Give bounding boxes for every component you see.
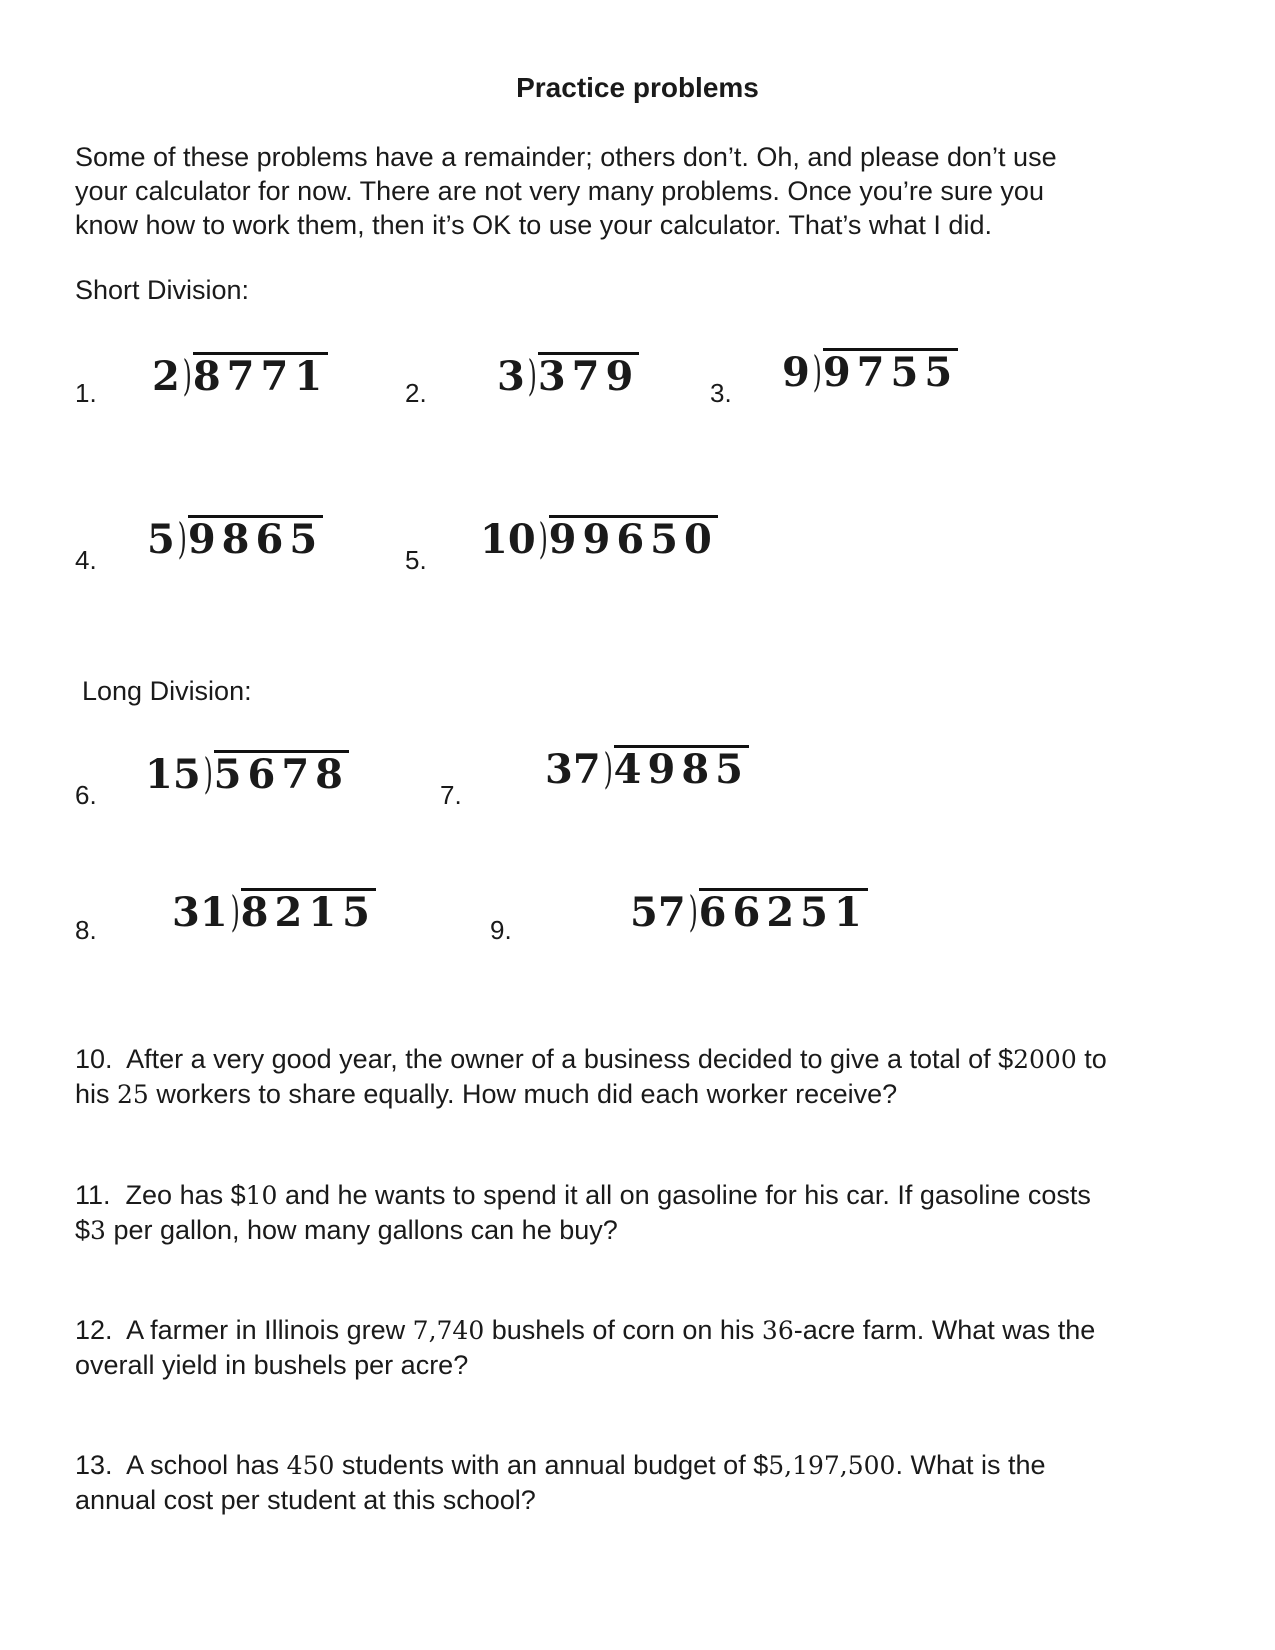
word-problem-line: annual cost per student at this school?: [75, 1485, 536, 1515]
word-problem-text: and he wants to spend it all on gasoline for his car. If gasoline costs: [277, 1180, 1091, 1210]
word-problem-text: his: [75, 1079, 118, 1109]
problem-number: 7.: [440, 780, 462, 810]
division-bracket: ): [182, 351, 192, 400]
word-problem-text: . What is the: [895, 1450, 1046, 1480]
division-problem: [145, 749, 349, 798]
divisor: 5: [147, 516, 175, 563]
word-problem-text: After a very good year, the owner of a business decided to give a total of $: [126, 1044, 1014, 1074]
division-problem: [782, 347, 959, 396]
word-problem-text: workers to share equally. How much did each worker receive?: [148, 1079, 898, 1109]
word-problem-number: 10.: [75, 1044, 113, 1074]
divisor: 37: [545, 746, 601, 793]
dividend: 99650: [548, 516, 718, 563]
dividend: 8771: [192, 353, 329, 400]
word-problem: [75, 1178, 1215, 1248]
dividend: 8215: [240, 889, 376, 936]
word-problem-line: [75, 1077, 1215, 1112]
problem-number: 1.: [75, 378, 97, 408]
word-problem-line: [75, 1313, 1215, 1348]
word-problem-value: 5,197,500: [768, 1451, 896, 1480]
divisor: 31: [172, 889, 228, 936]
dividend: 9865: [187, 516, 324, 563]
word-problem: [75, 1042, 1215, 1112]
word-problem-number: 12.: [75, 1315, 113, 1345]
problem-number: 6.: [75, 780, 97, 810]
word-problem-value: 10: [245, 1181, 278, 1210]
division-bracket: ): [203, 749, 213, 798]
problem-number: 5.: [405, 545, 427, 575]
word-problem-text: $: [75, 1215, 91, 1245]
division-bracket: ): [527, 351, 537, 400]
word-problem-line: [75, 1448, 1215, 1483]
problem-number: 8.: [75, 915, 97, 945]
word-problem-text: to: [1076, 1044, 1107, 1074]
division-bracket: ): [177, 514, 187, 563]
problem-number: 4.: [75, 545, 97, 575]
word-problem-value: 25: [117, 1080, 149, 1109]
word-problem-value: 2000: [1013, 1045, 1077, 1074]
word-problem-line: [75, 1042, 1215, 1077]
division-problem: [172, 887, 376, 936]
division-bracket: ): [230, 887, 240, 936]
dividend: 9755: [822, 349, 959, 396]
dividend: 4985: [613, 746, 749, 793]
division-bracket: ): [812, 347, 822, 396]
dividend: 379: [537, 353, 640, 400]
word-problem-number: 13.: [75, 1450, 113, 1480]
word-problem-value: 3: [90, 1216, 106, 1245]
division-problem: [630, 887, 868, 936]
word-problem-text: -acre farm. What was the: [793, 1315, 1096, 1345]
word-problem-line: [75, 1213, 1215, 1248]
word-problem-text: A farmer in Illinois grew: [126, 1315, 413, 1345]
division-bracket: ): [688, 887, 698, 936]
page-title: Practice problems: [516, 72, 759, 103]
divisor: 9: [782, 349, 810, 396]
division-problem: [497, 351, 640, 400]
word-problem-text: Zeo has $: [125, 1180, 246, 1210]
division-problem: [152, 351, 329, 400]
word-problem-value: 36: [761, 1316, 794, 1345]
word-problem-line: overall yield in bushels per acre?: [75, 1350, 469, 1380]
word-problem-value: 450: [286, 1451, 335, 1480]
dividend: 5678: [213, 751, 349, 798]
word-problem: [75, 1448, 1215, 1517]
word-problem-text: A school has: [126, 1450, 287, 1480]
problem-number: 9.: [490, 915, 512, 945]
long-division-heading: Long Division:: [82, 676, 252, 706]
divisor: 3: [497, 353, 525, 400]
divisor: 15: [145, 751, 201, 798]
word-problem-text: per gallon, how many gallons can he buy?: [105, 1215, 618, 1245]
problem-number: 2.: [405, 378, 427, 408]
word-problem-text: students with an annual budget of $: [334, 1450, 769, 1480]
divisor: 10: [480, 516, 536, 563]
word-problem-number: 11.: [75, 1180, 111, 1210]
divisor: 57: [630, 889, 686, 936]
word-problem-value: 7,740: [412, 1316, 485, 1345]
division-bracket: ): [538, 514, 548, 563]
short-division-heading: Short Division:: [75, 275, 250, 305]
dividend: 66251: [698, 889, 868, 936]
intro-line: know how to work them, then it’s OK to use your calculator. That’s what I did.: [75, 210, 992, 240]
word-problem-text: bushels of corn on his: [484, 1315, 762, 1345]
intro-line: Some of these problems have a remainder; others don’t. Oh, and please don’t use: [75, 142, 1057, 172]
division-problem: [147, 514, 324, 563]
word-problem-line: [75, 1178, 1215, 1213]
divisor: 2: [152, 353, 180, 400]
problem-number: 3.: [710, 378, 732, 408]
division-problem: [545, 744, 749, 793]
word-problem: [75, 1313, 1215, 1382]
intro-paragraph: [75, 140, 1205, 242]
intro-line: your calculator for now. There are not very many problems. Once you’re sure you: [75, 176, 1044, 206]
division-bracket: ): [603, 744, 613, 793]
division-problem: [480, 514, 718, 563]
